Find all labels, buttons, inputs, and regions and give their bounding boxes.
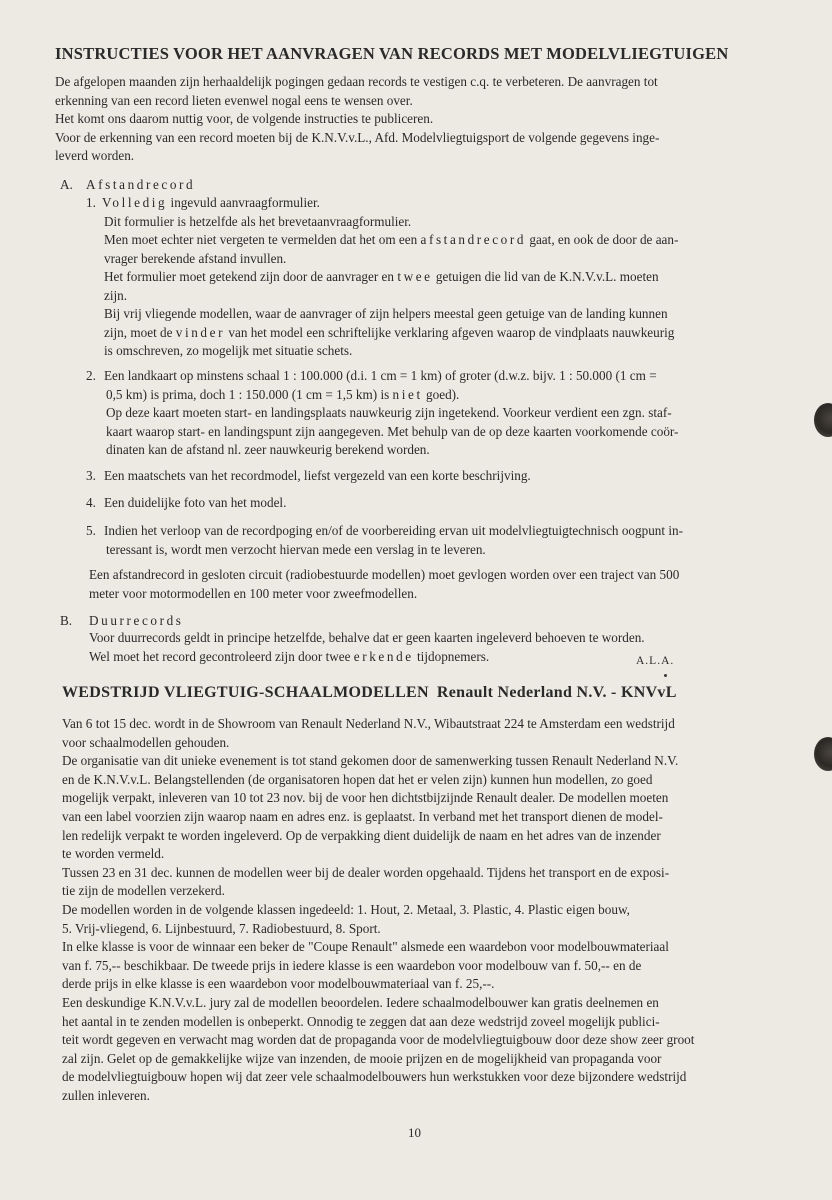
section-a-label: Afstandrecord <box>86 177 196 192</box>
body-line: Een deskundige K.N.V.v.L. jury zal de modellen beoordelen. Iedere schaalmodelbouwer kan gratis deelnemen en <box>62 994 659 1010</box>
item-2: 2. Een landkaart op minstens schaal 1 : 100.000 (d.i. 1 cm = 1 km) of groter (d.w.z. bijv. 1 : 50.000 (1 cm = 0,5 km) is prima, doch 1 : 150.000 (1 cm = 1,5 km) is niet goed). Op deze kaart moeten start- en landingsplaats nauwkeurig zijn ingetekend. Voorkeur verdient een zgn. staf- kaart waarop start- en landingspunt zijn aangegeven. Met behulp van de op deze kaarten voorkomende coör- dinaten kan de afstand nl. zeer nauwkeurig berekend worden. <box>86 368 679 457</box>
section-b-letter: B. <box>60 613 73 628</box>
body-line: In elke klasse is voor de winnaar een beker de "Coupe Renault" alsmede een waardebon voor modelbouwmateriaal <box>62 939 669 955</box>
item-number: 1. <box>86 195 96 210</box>
body-line: van f. 75,-- beschikbaar. De tweede prijs in iedere klasse is een waardebon voor modelbouw van f. 50,-- en de <box>62 957 642 973</box>
author-signature: A.L.A. <box>636 655 675 667</box>
section-b-heading <box>60 612 184 631</box>
item-3: 3. Een maatschets van het recordmodel, liefst vergezeld van een korte beschrijving. <box>86 467 531 486</box>
body-line: De organisatie van dit unieke evenement is tot stand gekomen door de samenwerking tussen Renault Nederland N.V. <box>62 753 679 769</box>
item-4: 4. Een duidelijke foto van het model. <box>86 494 286 513</box>
body-line: teit wordt gegeven en verwacht mag worden dat de propaganda voor de modelvliegtuigbouw door deze show zeer groot <box>62 1032 695 1048</box>
body-line: te worden vermeld. <box>62 846 165 862</box>
body-line: De modellen worden in de volgende klassen ingedeeld: 1. Hout, 2. Metaal, 3. Plastic, 4. Plastic eigen bouw, <box>62 901 630 917</box>
item-5: 5. Indien het verloop van de recordpoging en/of de voorbereiding ervan uit modelvliegtuigtechnisch oogpunt in- teressant is, wordt men verzocht hiervan mede een verslag in te leveren. <box>86 523 683 557</box>
ink-dot <box>664 674 667 677</box>
title-main: WEDSTRIJD VLIEGTUIG-SCHAALMODELLEN <box>62 684 429 701</box>
intro-line: De afgelopen maanden zijn herhaaldelijk pogingen gedaan records te vestigen c.q. te verbeteren. De aanvragen tot <box>55 74 658 89</box>
section-b-label: Duurrecords <box>89 613 184 628</box>
duur-paragraph: Voor duurrecords geldt in principe hetzelfde, behalve dat er geen kaarten ingeleverd behoeven te worden. Wel moet het record gecontroleerd zijn door twee erkende tijdopnemers. <box>89 630 645 664</box>
intro-line: Voor de erkenning van een record moeten bij de K.N.V.v.L., Afd. Modelvliegtuigsport de volgende gegevens inge- <box>55 129 660 145</box>
body-line: tie zijn de modellen verzekerd. <box>62 883 225 899</box>
item-number: 3. <box>86 468 96 483</box>
body-line: len redelijk verpakt te worden ingeleverd. Op de verpakking dient duidelijk de naam en het adres van de inzender <box>62 827 661 843</box>
item-number: 2. <box>86 368 96 383</box>
punch-hole <box>814 737 832 771</box>
intro-line: erkenning van een record lieten evenwel nogal eens te wensen over. <box>55 92 413 108</box>
body-line: zullen inleveren. <box>62 1087 150 1103</box>
body-line: de modelvliegtuigbouw hopen wij dat zeer vele schaalmodelbouwers hun werkstukken voor deze bijzondere wedstrijd <box>62 1069 687 1085</box>
item-1: 1. Volledig ingevuld aanvraagformulier. Dit formulier is hetzelfde als het brevetaanvraagformulier. Men moet echter niet vergeten te vermelden dat het om een afstandrecord gaat, en ook de door de aan- vrager berekende afstand invullen. Het formulier moet getekend zijn door de aanvrager en twee getuigen die lid van de K.N.V.v.L. moeten zijn. Bij vrij vliegende modellen, waar de aanvrager of zijn helpers meestal geen getuige van de landing kunnen zijn, moet de vinder van het model een schriftelijke verklaring afgeven waarop de vindplaats nauwkeurig is omschreven, zo mogelijk met situatie schets. <box>86 195 679 358</box>
body-line: en de K.N.V.v.L. Belangstellenden (de organisatoren hopen dat het er velen zijn) kunnen hun modellen, zo goed <box>62 771 653 787</box>
page-number: 10 <box>408 1125 421 1140</box>
body-line: mogelijk verpakt, inleveren van 10 tot 23 nov. bij de voor hen dichtstbijzijnde Renault dealer. De modellen moeten <box>62 790 669 806</box>
article-title-records: INSTRUCTIES VOOR HET AANVRAGEN VAN RECORDS MET MODELVLIEGTUIGEN <box>55 44 729 63</box>
intro-line: Het komt ons daarom nuttig voor, de volgende instructies te publiceren. <box>55 111 434 126</box>
article-title-wedstrijd <box>62 684 782 702</box>
body-line: zal zijn. Gelet op de gemakkelijke wijze van inzenden, de mooie prijzen en de mogelijkheid van propaganda voor <box>62 1050 662 1066</box>
section-a-letter: A. <box>60 177 73 192</box>
body-line: Tussen 23 en 31 dec. kunnen de modellen weer bij de dealer worden opgehaald. Tijdens het transport en de exposi- <box>62 864 670 880</box>
section-a-heading <box>60 176 195 195</box>
body-line: voor schaalmodellen gehouden. <box>62 734 230 750</box>
body-line: het aantal in te zenden modellen is onbeperkt. Onnodig te zeggen dat aan deze wedstrijd zoveel mogelijk publici- <box>62 1013 660 1029</box>
wedstrijd-body <box>62 715 694 1105</box>
title-company: Renault Nederland N.V. - KNVvL <box>436 684 677 701</box>
item-number: 5. <box>86 523 96 538</box>
punch-hole <box>814 403 832 437</box>
intro-paragraph <box>55 73 659 166</box>
intro-line: leverd worden. <box>55 148 135 163</box>
body-line: Van 6 tot 15 dec. wordt in de Showroom van Renault Nederland N.V., Wibautstraat 224 te Amsterdam een wedstrijd <box>62 716 675 731</box>
body-line: 5. Vrij-vliegend, 6. Lijnbestuurd, 7. Radiobestuurd, 8. Sport. <box>62 920 381 936</box>
body-line: derde prijs in elke klasse is een waardebon voor modelbouwmateriaal van f. 25,--. <box>62 976 495 992</box>
item-number: 4. <box>86 495 96 510</box>
body-line: van een label voorzien zijn waarop naam en adres enz. is geplaatst. In verband met het transport dienen de model- <box>62 808 663 824</box>
circuit-paragraph: Een afstandrecord in gesloten circuit (radiobestuurde modellen) moet gevlogen worden over een traject van 500 meter voor motormodellen en 100 meter voor zweefmodellen. <box>89 567 680 601</box>
